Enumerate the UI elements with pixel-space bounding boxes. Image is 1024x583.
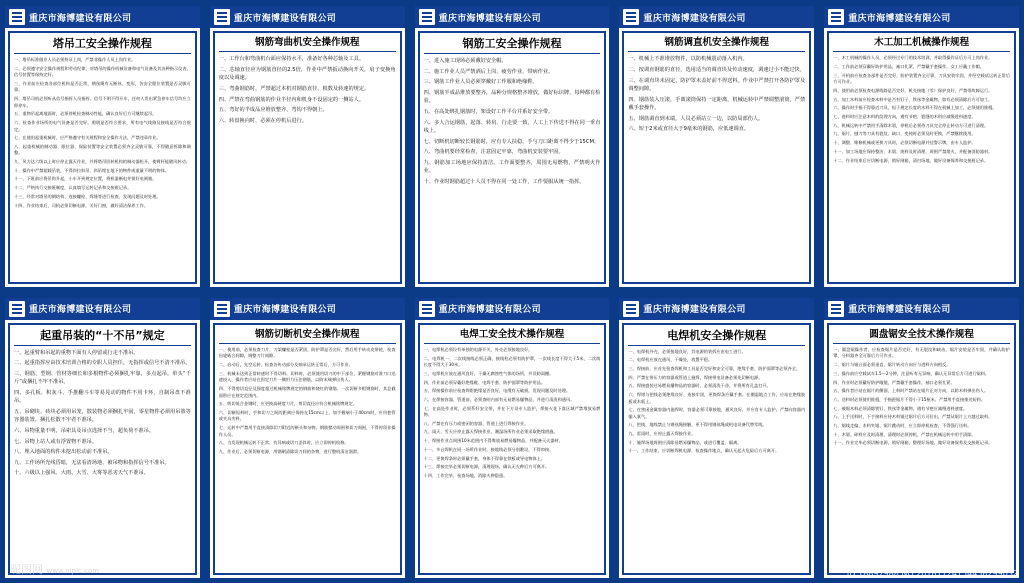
rule-line: 十二、作业结束后应切断电源，锁好闸箱，清扫场地，做好设备保养和交接班记录。 [833,157,989,163]
poster-cell [0,292,205,583]
rule-line: 五、吊砌块、砖块必须用吊笼，散装物必须捆扎牢固，零星物件必须用吊篮等容器装置。捆扎松散不牢者不准吊。 [14,408,191,424]
company-name: 重庆市海博建设有限公司 [233,305,337,315]
rule-line: 二、锯片与锯台面必须垂直，锯片转动方向应与进料方向相反。 [833,362,951,368]
company-name: 重庆市海博建设有限公司 [438,305,541,315]
rule-line: 七、在使用起重机械时，应严格遵守有关规程和安全操作方法，严禁违章作业。 [14,135,161,141]
poster-board [822,4,1021,289]
rule-line: 二、工作前必须穿戴好防护用品，袖口扎紧，严禁戴手套操作，女工应戴工作帽。 [833,64,984,70]
rule-line: 九、工作场所光线昏暗，无法看清场地、被吊物和指挥信号不准吊。 [14,459,170,466]
poster-inner [418,31,607,284]
rule-line: 十一、工作结束，应切断焊机电源，检查操作地点，确认无起火危险后方可离开。 [628,448,780,454]
rule-line: 六、检查作业场所的电气设备是否完好，照明是否符合要求，所有电气线路及接线是否符合规定。 [14,120,191,132]
watermark-url: www.nipic.com [46,567,100,575]
rule-line: 一、进入施工现场必须戴好安全帽。 [423,58,507,65]
rule-line: 十一、下班前应将吊钩升起，小车开到规定位置，将机器断电并锁好电闸箱。 [14,176,157,182]
company-name: 重庆市海博建设有限公司 [643,305,746,315]
rule-line: 五、钢筋调直到末端，人员必须站立一边，以防局部伤人。 [628,115,764,122]
rule-line: 五、弯好的半成品应堆放整齐，弯钩不得朝上。 [218,107,328,114]
poster-board [3,296,202,581]
rule-line: 十一、加工场地应保持整洁，木屑、废料及时清理，周围严禁烟火，并配备消防器材。 [833,148,993,154]
poster-body [628,349,805,569]
company-name: 重庆市海博建设有限公司 [29,13,132,24]
rule-line: 三、在调直块未固定，防护罩未盖好前不得送料。作业中严禁打开各防护罩及调整间隙。 [628,77,806,93]
poster-cell [410,292,615,583]
poster-inner [8,323,197,576]
rule-line: 八、机械运转中严禁用手清除木屑，停机后必须待刀具完全停止转动方可进行清理。 [833,122,989,128]
poster-body [833,55,1010,277]
poster-title: 圆盘锯安全技术操作规程 [833,328,1010,344]
rule-line: 二、芯轴直径应为钢筋直径的2.5倍，作业中严禁扳动换向开关，肩子变换角度以及调速。 [218,67,396,82]
building-logo-icon [623,301,639,317]
building-logo-icon [9,301,25,317]
poster-inner [213,323,402,576]
rule-line: 四、作业时必须戴好防护眼镜，严禁戴手套操作，袖口必须扎紧。 [833,379,955,385]
rule-line: 二、施工作业人员严禁酒后上岗，疲劳作业、带病作业。 [423,68,554,75]
company-header [5,6,200,28]
rule-line: 九、锯线走偏、木料夹锯、锯片跳动时，应立即停机检查，不得强行送料。 [833,422,972,428]
rule-line: 八、当发现机械运转不正常、有异响或切刀歪斜时，应立即停机检修。 [218,440,349,446]
rule-line: 三、弯曲钢筋时，严禁超过本机对钢筋直径、根数及转速的规定。 [218,86,370,93]
poster-board [3,4,202,289]
rule-line: 十、木屑、碎料应及时清理，清理时必须停机，严禁在机械运转中用手清除。 [833,431,976,437]
rule-line: 一、电焊机外壳，必须接地良好，其电源的装拆应由电工进行。 [628,348,746,354]
rule-line: 九、雨天、雪天应停止露天焊接作业，潮湿场所作业必须采取绝缘措施。 [423,429,558,435]
poster-cell [819,292,1024,583]
rule-line: 五、重物吊起离地面时，必须停机检查制动性能，确认良好后方可继续起吊。 [14,111,157,117]
rule-line: 一、塔吊标准做业人员必须持证上岗，严禁非操作人员上岗作业。 [14,57,136,63]
rule-line: 六、操作时手指不得靠近刀具，短于规定长度的木料不得在机械上加工，必须使用推棍。 [833,105,997,111]
rule-line: 二、启动后，先空运转，检查各传动部分及轴承运转正常后，方可作业。 [218,362,353,368]
building-logo-icon [623,9,639,25]
poster-cell [819,0,1024,292]
rule-line: 三、作业前应检查各部位机构是否正常，钢丝绳有无断丝、变形，各安全限位装置是否灵敏可靠。 [14,80,191,93]
rule-line: 八、起重机械的制动器、限位器、保险装置等安全装置必须齐全灵敏可靠，不得随意拆除和调整。 [14,143,191,156]
rule-line: 三、电焊机应放在通风良好，干燥无腐蚀性气体的场所，并设防雨棚。 [423,370,554,376]
company-header [415,298,610,320]
building-logo-icon [419,301,435,317]
rule-line: 七、被锯木料必须清除铁钉、铁丝等金属物，遇有节疤应减慢进料速度。 [833,405,968,411]
rule-line: 三、机械未达到正常转速时不得切料。切料时，必须使用切刀的中下部位，紧握钢筋对准刀口迅速投入，操作者应站在固定刀片一侧用力压住钢筋，以防末端弹出伤人。 [218,370,396,383]
company-name: 重庆市海博建设有限公司 [233,13,337,24]
rule-line: 九、风力达六级以上时应停止露天作业，并将塔吊回转机构的制动器松开，使臂杆能随风转动。 [14,159,190,165]
rule-line: 四、作业前必须穿戴好绝缘鞋、电焊手套、防护面罩等防护用品。 [423,379,546,385]
rule-line: 六、焊钳与把线必须绝缘良好、连接牢固，更换焊条应戴手套。在潮湿地点工作，应站在绝缘胶板或木板上。 [628,392,806,404]
rule-line: 六、多人合运钢筋，起落、转肩、行走要一致，人工上下传送不得在同一垂直线上。 [423,119,601,134]
rule-line: 三、焊接前，应首先检查焊机和工具是否完好和安全可靠，绝缘手套、防护面罩等必须齐全。 [628,365,801,371]
rule-line: 四、钢筋半成品堆放要整齐，品种分规格整齐堆放，做好标识牌，每种都有检验。 [423,89,601,105]
poster-title: 钢筋弯曲机安全操作规程 [219,36,396,52]
company-name: 重庆市海博建设有限公司 [848,13,951,24]
rule-line: 九、作业后，必须切断电源，用钢刷清除切刀间的杂物，进行整机清洁润滑。 [218,448,362,454]
rule-line: 四、严禁在带压力的容器或管道上施焊，焊接带电设备必须先切断电源。 [628,374,763,380]
company-header [824,6,1019,28]
poster-body [833,347,1010,569]
rule-line: 九、锯片、刨刀等刀具有裂纹、缺口、变钝时必须及时更换，严禁继续使用。 [833,131,976,137]
rule-line: 十四、作业结束后，司机必须切断电源，关好门窗，做好清洁保养工作。 [14,202,149,208]
rule-line: 六、短于2米或直径大于9毫米的钢筋，应低速调直。 [628,126,750,133]
rule-line: 七、在高处作业时，必须系好安全带，并在下方设专人监护，焊接火花下落区域严禁堆放易燃物。 [423,405,601,418]
rule-line: 三、操作前应空载试车1.5～2分钟，注意听有无异响，确认无异常后方可进行锯料。 [833,370,990,376]
rule-line: 一、使用前，必须检查刀片，刀架螺栓是否紧固，防护罩是否完好，然后用手转动皮带轮，检查齿轮啮合间隙，调整刀片间隙。 [218,346,396,359]
rule-line: 三、钢筋、型钢、管材等细长和多根物件必须捆扎牢靠，多点起吊。单头“千斤”或捆扎不牢不准吊。 [14,370,191,386]
rule-line: 二、电焊机应放在通风、干燥处，放置平稳。 [628,357,713,363]
poster-board [617,296,816,581]
poster-board [822,296,1021,581]
company-header [619,6,814,28]
watermark-text: 昵图网 [10,563,43,576]
poster-inner [827,323,1016,576]
poster-cell [614,292,819,583]
building-logo-icon [828,301,844,317]
rule-line: 十、操作中严禁超载吊装，不得斜拉斜吊、斜吊埋在地下的物件或重量不明的物体。 [14,167,169,173]
rule-line: 十三、经常对塔吊的钢结构、连接螺栓、焊缝等进行检查，发现问题及时处理。 [14,193,161,199]
rule-line: 五、加工木料前应检查木料中是否有钉子、铁丝等金属物，如有必须清除后方可加工。 [833,96,993,102]
poster-body [424,57,601,277]
building-logo-icon [419,9,435,25]
poster-cell [205,292,410,583]
rule-line: 八、把线、地线禁止与钢丝绳接触，更不得用钢丝绳或机电设备代替零线。 [628,422,767,428]
poster-inner [622,31,811,284]
poster-cell [614,0,819,292]
company-name: 重庆市海博建设有限公司 [643,13,746,24]
poster-board [413,4,612,289]
building-logo-icon [214,301,230,317]
poster-inner [827,31,1016,284]
poster-body [14,57,191,277]
poster-inner [213,31,402,284]
rule-line: 八、上手送料时，下手接料应待木料锯过锯片后方可拉出，严禁从锯片上方越过取料。 [833,414,993,420]
rule-line: 十、调整、维修机械或更换刀具时，必须切断电源并挂警示牌，由专人监护。 [833,140,976,146]
poster-board [413,296,612,581]
poster-body [628,55,805,277]
building-logo-icon [214,9,230,25]
rule-line: 五、焊接盛装过易燃易爆物品的容器时，必须清洗干净，并将所有孔盖打开。 [628,383,771,389]
rule-line: 八、弯曲机要经常检查，注意固定牢靠，弯曲机安装要牢固。 [423,149,564,156]
rule-line: 八、埋入地面的构件未挖出松动前不准吊。 [14,449,113,456]
rule-line: 二、按调直钢筋的直径，选用适当的调直块及传动速度，调速过小不能过快。 [628,67,805,74]
rule-line: 十、作业时钢筋超过十人员不得在同一处工作，工作要服从统一指挥。 [423,178,585,185]
rule-line: 十三、焊接完毕必须切断电源，清理现场，确认无火种后方可离开。 [423,464,550,470]
rule-line: 四、不得剪切直径及强度超过机械铭牌规定的钢筋和烧红的钢筋。一次切断多根钢筋时，其总截面积应在规定范围内。 [218,386,396,398]
rule-line: 一、起重臂和吊起的重物下面有人停留或行走不准吊。 [14,349,139,356]
company-header [415,6,610,28]
poster-cell [205,0,410,292]
poster-board [208,296,407,581]
poster-body [219,55,396,277]
rule-line: 十二、更换焊条时必须戴手套，身体不得靠在铁板或导电物体上。 [423,455,546,461]
rule-line: 十、焊接作业点周围10米范围内不得堆放易燃易爆物品，并配备灭火器材。 [423,438,563,444]
rule-line: 三、钢筋工作业人员必须穿戴好工作服和绝缘鞋。 [423,79,538,86]
rule-line: 五、焊接操作前应检查焊钳绝缘是否良好，电缆有无破损，发现问题及时处理。 [423,388,571,394]
company-name: 重庆市海博建设有限公司 [848,305,951,315]
company-header [210,6,405,28]
image-id-tag: ID:18897988 NO:20181124154458299032 [846,569,1018,578]
rule-line: 十、施焊场地周围应清除易燃易爆物品，或进行覆盖、隔离。 [628,439,742,445]
poster-cell [0,0,205,292]
rule-line: 五、在高处绑扎钢筋时，架设好工作平台并系好安全带。 [423,108,554,115]
rule-line: 十、六级以上强风、大雨、大雪、大雾等恶劣天气不准吊。 [14,470,149,477]
poster-title: 木工加工机械操作规程 [833,36,1010,52]
rule-line: 二、电焊机一、二次线接线必须正确，接线柱必须有防护罩，一次线长度不得大于5米，二次线长度不得大于30米。 [423,355,601,368]
rule-line: 六、转盘换向时，必须在停机后进行。 [218,117,307,124]
rule-line: 一、机械上不准堆放物件，以防机械震动落入机内。 [628,56,748,63]
poster-board [617,4,816,289]
rule-line: 一、圆盘锯操作者，应检查锯片是否完好，有无裂纹和缺齿，锯片安装是否牢固，并确认防护罩、分料器齐全可靠后方可作业。 [833,346,1010,359]
rule-line: 十二、严格执行交接班制度，认真填写运转记录和交接班记录。 [14,185,132,191]
rule-line: 九、钢筋加工场地应保持清洁，工作面要整齐，周围无易燃物，严禁明火作业。 [423,159,601,175]
poster-body [219,347,396,569]
rule-line: 七、吊物上站人或有浮置物不准吊。 [14,438,98,445]
rule-line: 十一、作业完毕必须切断电源，锁好闸箱，整理好场地，做好设备保养及交接班记录。 [833,440,993,446]
rule-line: 五、剪切低合金钢时，应更换高硬度刀片，剪切直径应符合机械铭牌规定。 [218,401,357,407]
poster-title: 电焊工安全技术操作规程 [424,328,601,344]
poster-cell [410,0,615,292]
rule-line: 二、起重指挥应由技术培训合格的专职人员担任，无指挥或信号不清不准吊。 [14,360,191,367]
building-logo-icon [828,9,844,25]
company-header [619,298,814,320]
poster-title: 钢筋工安全操作规程 [424,36,601,54]
rule-line: 七、在密闭金属容器内施焊时，容器必须可靠接地，通风良好，并应有专人监护。严禁向容器内输入氧气。 [628,407,806,419]
rule-line: 六、切断短料时，手和切刀之间的距离应保持在15cm以上，如手握端小于40cm时，应用套管或夹具夹料。 [218,409,396,422]
rule-line: 七、进料时应注意木料的纹理方向，遇有节疤、裂缝的木料应减慢进料速度。 [833,114,976,120]
poster-inner [418,323,607,576]
company-header [210,298,405,320]
poster-body [14,349,191,569]
poster-title: 电焊机安全操作规程 [628,328,805,346]
poster-board [208,4,407,289]
rule-line: 七、运转中严禁用手直接清除切刀附近的断头和杂物。钢筋摆动周围和切刀周围，不得停留非操作人员。 [218,425,396,437]
poster-title: 塔吊工安全操作规程 [14,36,191,54]
poster-title: 钢筋切断机安全操作规程 [219,328,396,344]
poster-title: 起重吊装的“十不吊”规定 [14,328,191,346]
company-name: 重庆市海博建设有限公司 [29,305,132,315]
rule-line: 十四、工作完毕，检查场地，消除火种隐患。 [423,472,508,478]
rule-line: 九、雷雨时，应停止露天焊接作业。 [628,431,696,437]
rule-line: 四、塔吊司机必须听从信号指挥人员指挥，信号不明不得开车，任何人发出紧急停车信号均应立即停车。 [14,96,191,108]
rule-line: 六、吊物重量不明，吊索具及吊点选择不当，超负荷不准吊。 [14,427,155,434]
rule-line: 六、送料时必须使用推棍，手指距锯片不得小于15厘米，严禁用手直接推送短料。 [833,396,986,402]
rule-line: 六、在焊接容器、管道前，必须查明内部有无易燃易爆物品，并进行清洗和通风。 [423,396,575,402]
rule-line: 十一、多台焊机在同一场所作业时，接地线必须分别敷设，不得串接。 [423,446,554,452]
rule-line: 一、工作台和弯曲机台面应保持水平，准备好各种芯轴及工具。 [218,56,365,63]
company-name: 重庆市海博建设有限公司 [438,13,541,24]
poster-inner [8,31,197,284]
rule-line: 一、木工机械的操作人员，必须经过专门的技术培训，并取得操作证后方可上岗作业。 [833,55,993,61]
poster-body [424,347,601,569]
poster-inner [622,323,811,576]
rule-line: 四、使用前必须检查电源线路是否完好，机壳接地（零）保护良好，严禁带故障运行。 [833,88,993,93]
rule-line: 四、钢筋装入压滚，手离滚筒保持一定距离，机械运转中严禁调整滚筒，严禁戴手套操作。 [628,96,806,112]
rule-line: 七、切断机切断较长钢筋时，应有专人扶稳，手与刀口距离不得少于15CM。 [423,138,600,145]
rule-line: 五、操作者应站在锯片的侧面，上料时严禁站在锯片正对方向，以防木料弹出伤人。 [833,388,989,394]
company-header [5,298,200,320]
building-logo-icon [9,9,25,25]
rule-line: 四、多孔板、积灰斗、手推翻斗车等易晃动的物件不用卡环，自制吊盘不准吊。 [14,389,191,405]
rule-line: 一、电焊机必须设有单独的电源开关，外壳必须接地良好。 [423,346,533,352]
rule-line: 三、开机前应检查各部件是否完好，防护装置齐全可靠，刀具安装牢固，并经空载试运转正常后方可作业。 [833,72,1010,85]
rule-line: 八、严禁在有压力或密闭的容器、管道上进行焊接作业。 [423,420,529,426]
company-header [824,298,1019,320]
rule-line: 二、必须遵守安全操作规程和劳动纪律，对塔吊的操作机械设备和电气设备及其各种指示仪表、信号装置等保持完好。 [14,65,191,78]
rule-line: 四、严禁在弯曲钢筋的作业半径内和机身不设固定的一侧站人。 [218,96,365,103]
poster-title: 钢筋调直机安全操作规程 [628,36,805,52]
